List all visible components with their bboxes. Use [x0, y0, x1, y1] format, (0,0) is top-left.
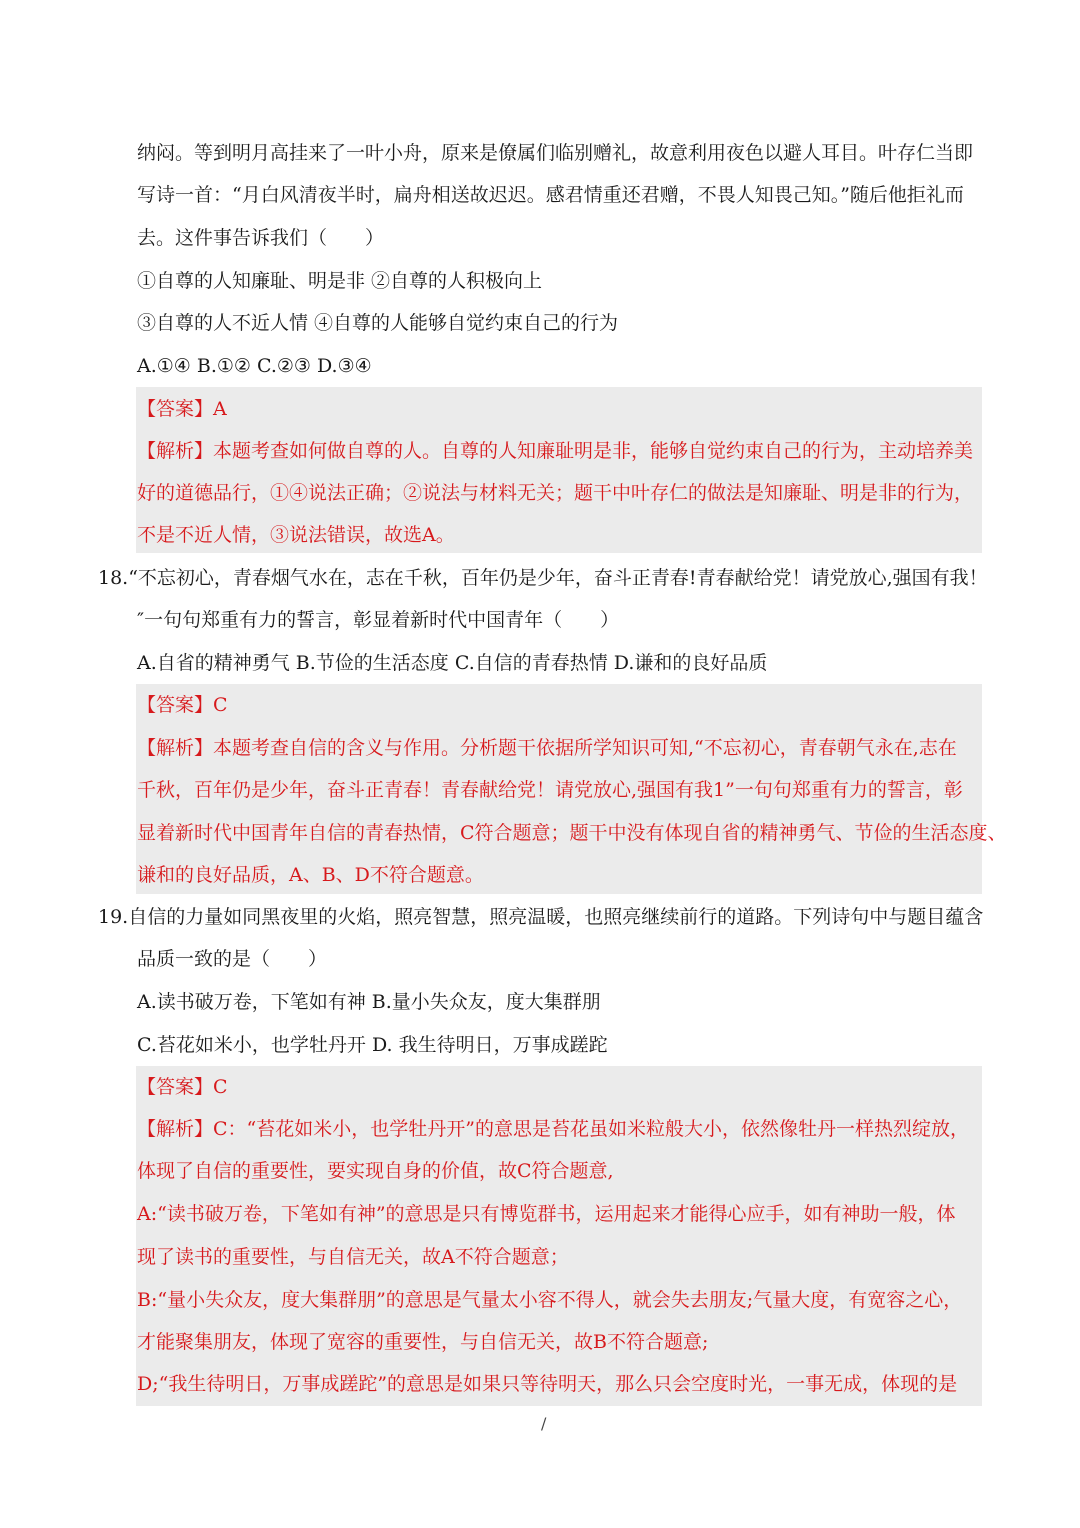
- analysis-label: 【解析】: [137, 737, 214, 759]
- analysis-label: 【解析】: [137, 1118, 214, 1140]
- q19-analysis-line-5: B:“量小失众友，度大集群朋”的意思是气量太小容不得人，就会失去朋友;气量大度，有宽容之心，: [137, 1289, 963, 1311]
- q19-analysis-line-3: A:“读书破万卷，下笔如有神”的意思是只有博览群书，运用起来才能得心应手，如有神助一般，体: [137, 1203, 956, 1225]
- q17-analysis-line-1: [137, 430, 973, 472]
- q17-statements-2: ③自尊的人不近人情 ④自尊的人能够自觉约束自己的行为: [137, 312, 619, 334]
- q19-analysis-line-6: 才能聚集朋友，体现了宽容的重要性，与自信无关，故B不符合题意;: [137, 1331, 709, 1353]
- analysis-label: 【解析】: [137, 440, 214, 462]
- analysis-text: C：“苔花如米小，也学牡丹开”的意思是苔花虽如米粒般大小，依然像牡丹一样热烈绽放，: [213, 1118, 969, 1140]
- q18-stem-line-1: [98, 557, 988, 599]
- q17-stem-line-1: 纳闷。等到明月高挂来了一叶小舟，原来是僚属们临别赠礼，故意利用夜色以避人耳目。叶存仁当即: [137, 142, 974, 164]
- q19-analysis-line-1: [137, 1108, 969, 1150]
- q17-options: A.①④ B.①② C.②③ D.③④: [137, 355, 372, 377]
- q18-analysis-line-4: 谦和的良好品质，A、B、D不符合题意。: [137, 864, 484, 886]
- q17-statements-1: ①自尊的人知廉耻、明是非 ②自尊的人积极向上: [137, 270, 543, 292]
- q17-stem-line-2: 写诗一首：“月白风清夜半时，扁舟相送故迟迟。感君情重还君赠，不畏人知畏己知。”随后他拒礼而: [137, 184, 964, 206]
- q19-options-2: C.苔花如米小，也学牡丹开 D. 我生待明日，万事成蹉跎: [137, 1034, 608, 1056]
- answer-value: A: [213, 398, 227, 420]
- question-text: “不忘初心，青春烟气水在，志在千秋，百年仍是少年，奋斗正青春!青春献给党！请党放心,强国有我！: [128, 567, 988, 589]
- question-number: 18.: [98, 567, 129, 589]
- answer-value: C: [213, 694, 228, 716]
- q17-analysis-line-2: 好的道德品行，①④说法正确；②说法与材料无关；题干中叶存仁的做法是知廉耻、明是非的行为，: [137, 482, 974, 504]
- q18-answer: [137, 684, 228, 726]
- q18-stem-line-2: ″一句句郑重有力的誓言，彰显着新时代中国青年（ ）: [137, 609, 620, 631]
- question-number: 19.: [98, 906, 129, 928]
- q17-analysis-line-3: 不是不近人情，③说法错误，故选A。: [137, 524, 455, 546]
- analysis-text: 本题考查如何做自尊的人。自尊的人知廉耻明是非，能够自觉约束自己的行为，主动培养美: [213, 440, 974, 462]
- q18-options: A.自省的精神勇气 B.节俭的生活态度 C.自信的青春热情 D.谦和的良好品质: [137, 652, 768, 674]
- q18-analysis-line-3: 显着新时代中国青年自信的青春热情，C符合题意；题干中没有体现自省的精神勇气、节俭的生活态度、: [137, 822, 1007, 844]
- answer-label: 【答案】: [137, 398, 214, 420]
- q19-analysis-line-4: 现了读书的重要性，与自信无关，故A不符合题意；: [137, 1246, 569, 1268]
- q18-analysis-line-1: [137, 727, 957, 769]
- answer-value: C: [213, 1076, 228, 1098]
- q19-analysis-line-2: 体现了自信的重要性，要实现自身的价值，故C符合题意,: [137, 1160, 614, 1182]
- q19-analysis-line-7: D;“我生待明日，万事成蹉跎”的意思是如果只等待明天，那么只会空度时光，一事无成，体现的是: [137, 1373, 958, 1395]
- answer-label: 【答案】: [137, 1076, 214, 1098]
- q18-analysis-line-2: 千秋，百年仍是少年，奋斗正青春！青春献给党！请党放心,强国有我1”一句句郑重有力的誓言，彰: [137, 779, 963, 801]
- page-footer-mark: /: [541, 1414, 547, 1433]
- q17-stem-line-3: 去。这件事告诉我们（ ）: [137, 227, 385, 249]
- q19-options-1: A.读书破万卷，下笔如有神 B.量小失众友，度大集群朋: [137, 991, 601, 1013]
- q19-stem-line-2: 品质一致的是（ ）: [137, 948, 328, 970]
- answer-label: 【答案】: [137, 694, 214, 716]
- q19-answer: [137, 1066, 228, 1108]
- q19-stem-line-1: [98, 896, 983, 938]
- analysis-text: 本题考查自信的含义与作用。分析题干依据所学知识可知,“不忘初心，青春朝气永在,志在: [213, 737, 957, 759]
- q17-answer: [137, 388, 227, 430]
- question-text: 自信的力量如同黑夜里的火焰，照亮智慧，照亮温暖，也照亮继续前行的道路。下列诗句中与题目蕴含: [128, 906, 984, 928]
